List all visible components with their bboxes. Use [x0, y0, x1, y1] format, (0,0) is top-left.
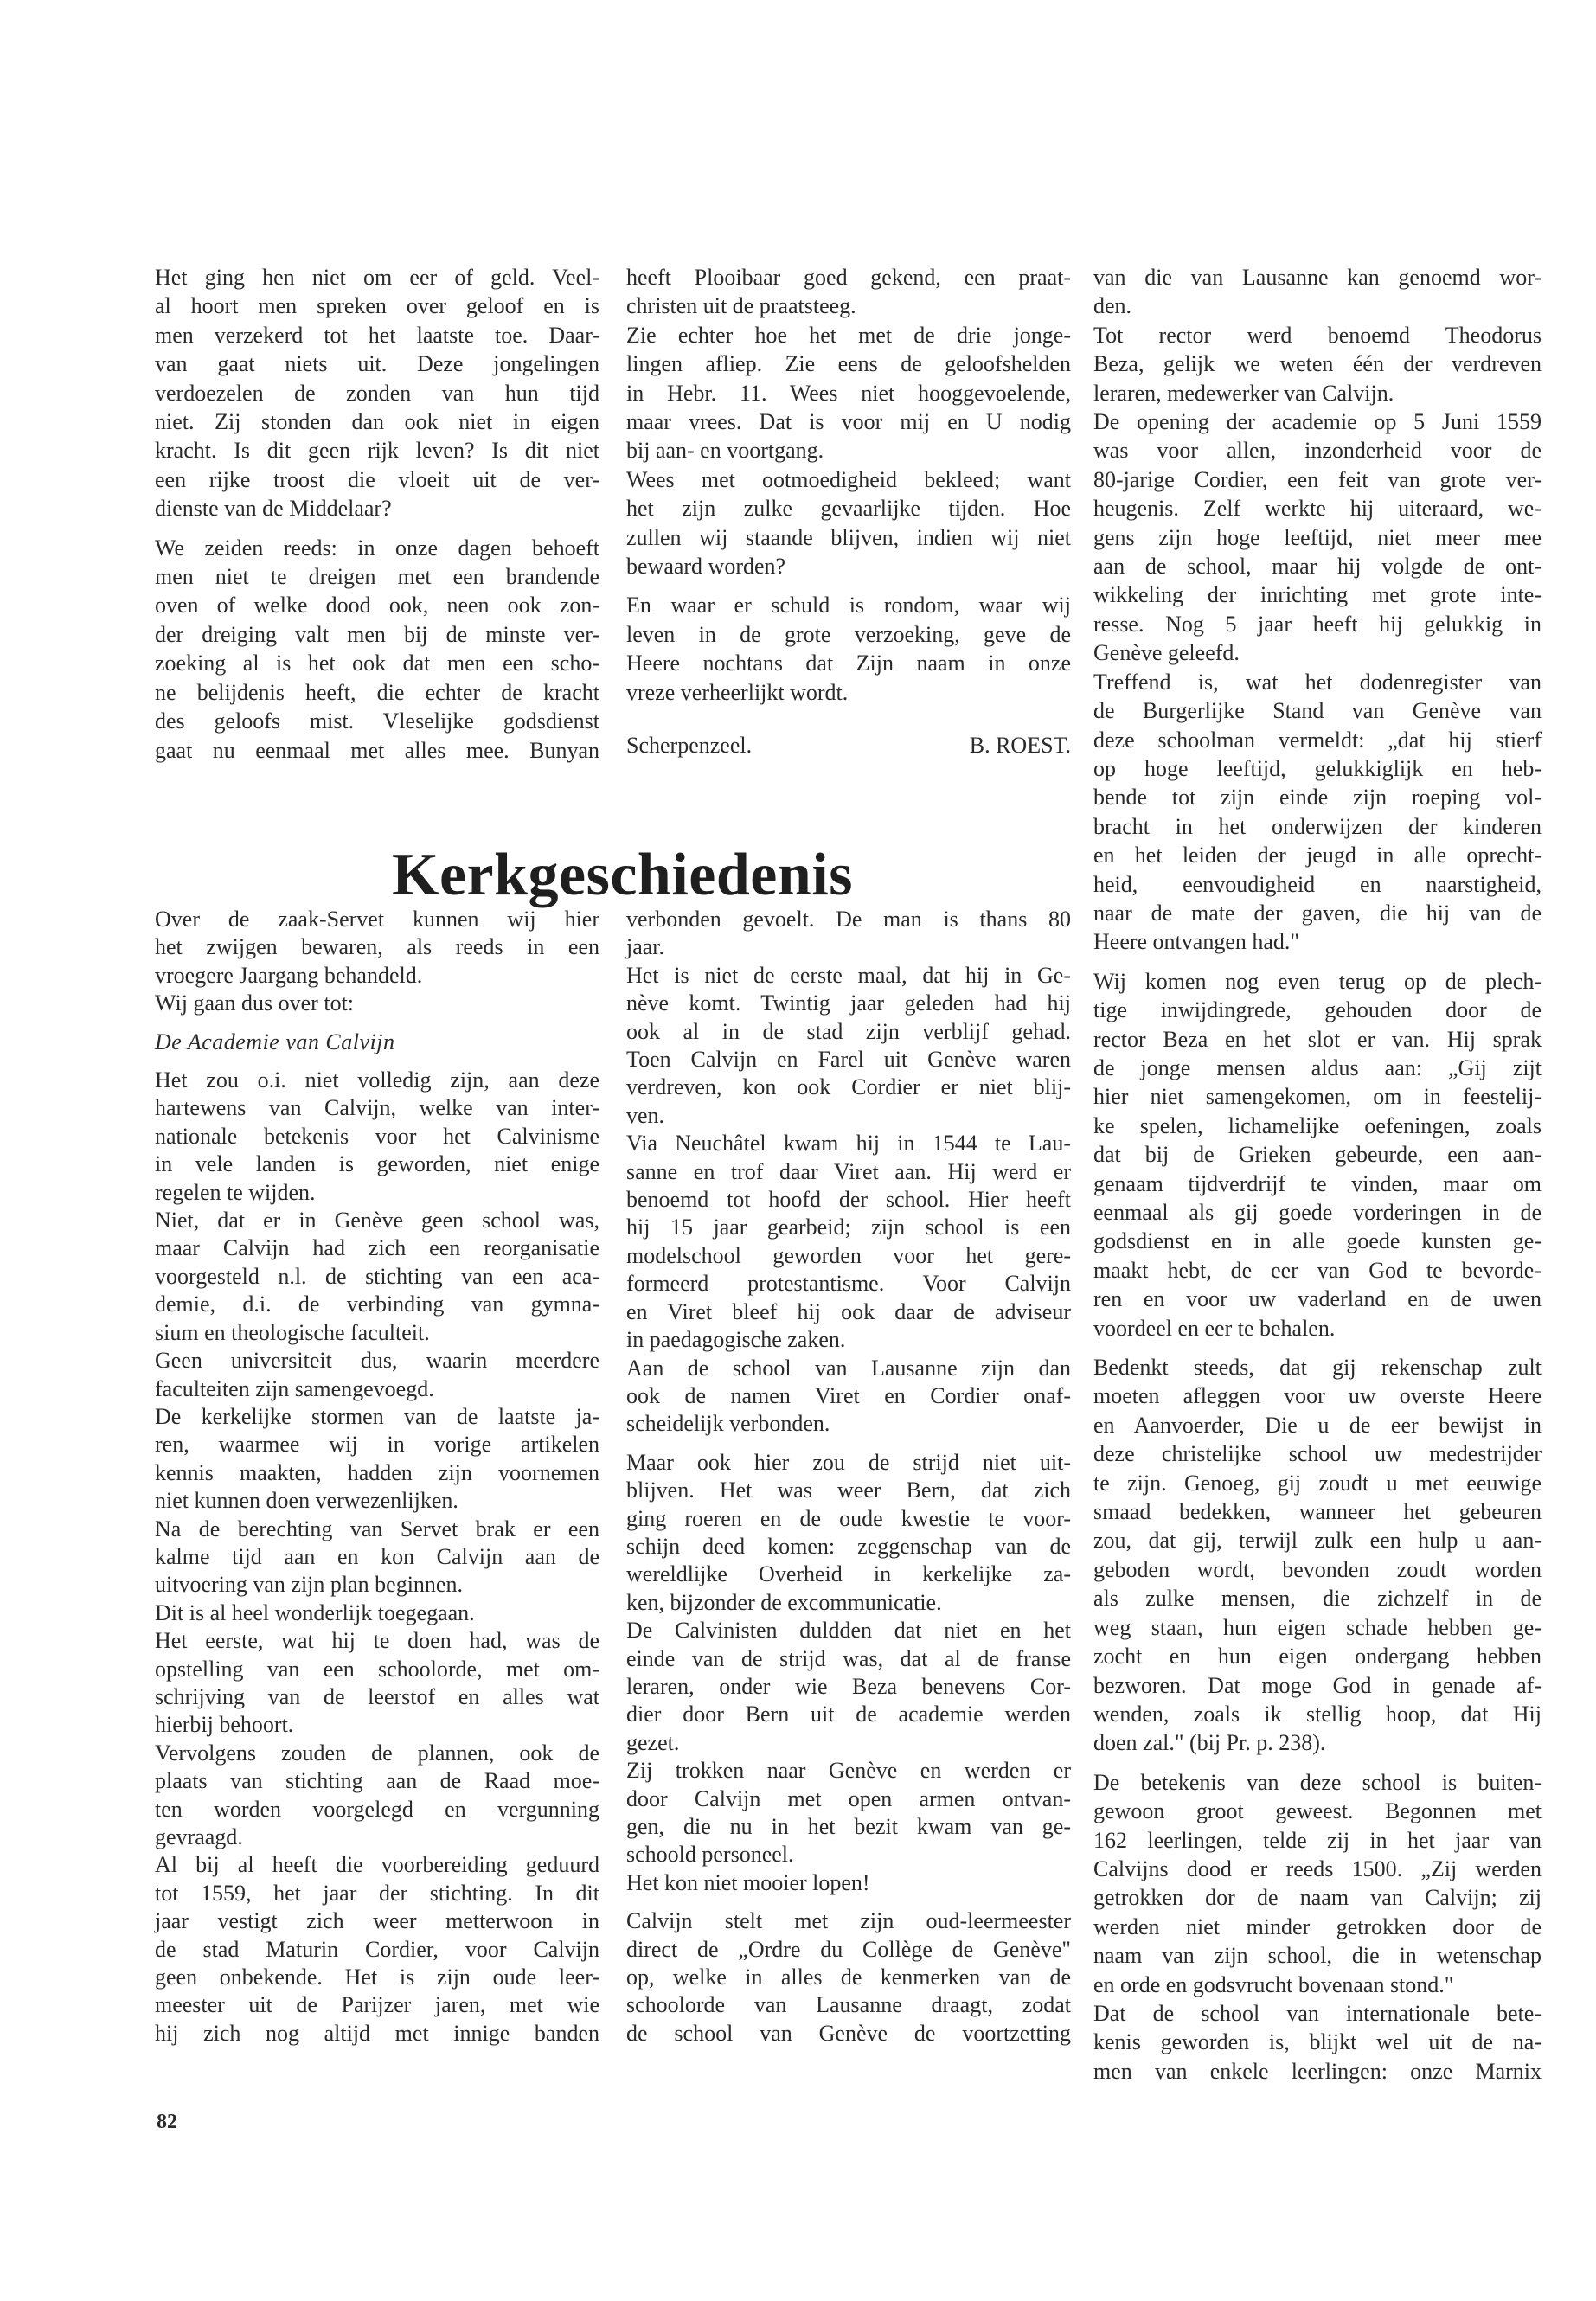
paragraph [1093, 321, 1542, 407]
text-line: heugenis. Zelf werkte hij uiteraard, we- [1093, 496, 1542, 522]
text-line: opstelling van een schoolorde, met om- [155, 1656, 599, 1682]
text-line: kracht. Is dit geen rijk leven? Is dit niet [155, 438, 599, 464]
text-line: tot 1559, het jaar der stichting. In dit [155, 1880, 599, 1906]
text-line: door Calvijn met open armen ontvan- [626, 1785, 1071, 1811]
text-line: sium en theologische faculteit. [155, 1319, 430, 1345]
text-line: de stad Maturin Cordier, voor Calvijn [155, 1936, 599, 1962]
text-line: maar vrees. Dat is voor mij en U nodig [626, 409, 1071, 435]
text-line: We zeiden reeds: in onze dagen behoeft [155, 535, 599, 561]
text-line: van gaat niets uit. Deze jongelingen [155, 351, 599, 377]
text-line: kennis maakten, hadden zijn voornemen [155, 1459, 599, 1485]
text-line: Zie echter hoe het met de drie jonge- [626, 322, 1071, 348]
paragraph [155, 1599, 599, 1627]
text-line: rector Beza en het slot er van. Hij sprak [1093, 1026, 1542, 1052]
text-line: christen uit de praatsteeg. [626, 293, 856, 319]
text-line: gen, die nu in het bezit kwam van ge- [626, 1814, 1071, 1839]
text-line: ging roeren en de oude kwestie te voor- [626, 1505, 1071, 1531]
paragraph [155, 1067, 599, 1207]
text-line: bende tot zijn einde zijn roeping vol- [1093, 785, 1542, 811]
paragraph [155, 1851, 599, 2048]
text-line: het zwijgen bewaren, als reeds in een [155, 934, 599, 960]
paragraph [626, 1449, 1071, 1617]
text-line: sanne en trof daar Viret aan. Hij werd er [626, 1158, 1071, 1184]
text-line: zou, dat gij, terwijl zulk een hulp u aan- [1093, 1528, 1542, 1554]
text-line: Dit is al heel wonderlijk toegegaan. [155, 1599, 475, 1625]
text-line: bracht in het onderwijzen der kinderen [1093, 813, 1542, 839]
text-line: naam van zijn school, die in wetenschap [1093, 1943, 1542, 1969]
text-line: de school van Genève de voortzetting [626, 2020, 1071, 2046]
text-line: schrijving van de leerstof en alles wat [155, 1683, 599, 1709]
column-2-bottom [626, 906, 1071, 2048]
text-line: geen onbekende. Het is zijn oude leer- [155, 1965, 599, 1990]
text-line: Beza, gelijk we weten één der verdreven [1093, 351, 1542, 377]
text-line: Niet, dat er in Genève geen school was, [155, 1208, 599, 1234]
text-line: kenis geworden is, blijkt wel uit de na- [1093, 2029, 1542, 2055]
text-line: ven. [626, 1102, 665, 1128]
text-line: kalme tijd aan en kon Calvijn aan de [155, 1543, 599, 1569]
paragraph [1093, 407, 1542, 668]
paragraph [1093, 668, 1542, 957]
column-2-top [626, 263, 1071, 760]
text-line: Bedenkt steeds, dat gij rekenschap zult [1093, 1355, 1542, 1381]
text-line: hier niet samengekomen, om in feestelij- [1093, 1084, 1542, 1110]
text-line: jaar. [626, 934, 665, 960]
text-line: dienste van de Middelaar? [155, 496, 392, 522]
signature-author: B. ROEST. [969, 733, 1071, 759]
paragraph [155, 1627, 599, 1740]
text-line: modelschool geworden voor het gere- [626, 1242, 1071, 1268]
text-line: en het leiden der jeugd in alle oprecht- [1093, 843, 1542, 868]
text-line: als zulke mensen, die zichzelf in de [1093, 1586, 1542, 1612]
text-line: zocht en hun eigen ondergang hebben [1093, 1644, 1542, 1670]
paragraph [626, 1617, 1071, 1757]
text-line: schoold personeel. [626, 1842, 794, 1868]
text-line: Toen Calvijn en Farel uit Genève waren [626, 1047, 1071, 1073]
text-line: weg staan, hun eigen schade hebben ge- [1093, 1614, 1542, 1640]
text-line: der dreiging valt men bij de minste ver- [155, 621, 599, 647]
paragraph [155, 1403, 599, 1516]
text-line: gaat nu eenmaal met alles mee. Bunyan [155, 737, 599, 763]
page-number: 82 [157, 2111, 177, 2133]
text-line: in paedagogische zaken. [626, 1327, 846, 1353]
text-line: Tot rector werd benoemd Theodorus [1093, 322, 1542, 348]
text-line: en Aanvoerder, Die u de eer bewijst in [1093, 1412, 1542, 1438]
text-line: ne belijdenis heeft, die echter de kracht [155, 679, 599, 705]
text-line: bewaard worden? [626, 554, 786, 580]
text-line: faculteiten zijn samengevoegd. [155, 1375, 434, 1401]
text-line: voorgesteld n.l. de stichting van een aca- [155, 1263, 599, 1289]
text-line: lingen afliep. Zie eens de geloofshelden [626, 351, 1071, 377]
text-line: hij 15 jaar gearbeid; zijn school is een [626, 1215, 1071, 1240]
text-line: in vele landen is geworden, niet enige [155, 1151, 599, 1177]
text-line: direct de „Ordre du Collège de Genève" [626, 1936, 1071, 1962]
text-line: ren en voor uw vaderland en de uwen [1093, 1286, 1542, 1312]
paragraph [626, 1869, 1071, 1897]
text-line: regelen te wijden. [155, 1179, 316, 1205]
text-line: Al bij al heeft die voorbereiding geduurd [155, 1852, 599, 1878]
text-line: hierbij behoort. [155, 1712, 294, 1738]
text-line: ten worden voorgelegd en vergunning [155, 1796, 599, 1822]
text-line: wenden, zoals ik stellig hoop, dat Hij [1093, 1701, 1542, 1727]
text-line: oven of welke dood ook, neen ook zon- [155, 593, 599, 619]
text-line: een rijke troost die vloeit uit de ver- [155, 466, 599, 492]
paragraph [155, 906, 599, 990]
paragraph [626, 263, 1071, 321]
text-line: Het is niet de eerste maal, dat hij in Ge- [626, 962, 1071, 988]
paragraph [626, 321, 1071, 465]
text-line: gevraagd. [155, 1824, 243, 1849]
text-line: al hoort men spreken over geloof en is [155, 293, 599, 319]
section-heading [155, 1029, 599, 1056]
text-line: Het zou o.i. niet volledig zijn, aan deze [155, 1067, 599, 1093]
text-line: deze christelijke school uw medestrijder [1093, 1441, 1542, 1467]
text-line: gens zijn hoge leeftijd, niet meer mee [1093, 524, 1542, 550]
text-line: op hoge leeftijd, gelukkiglijk en heb- [1093, 755, 1542, 781]
text-line: ook al in de stad zijn verblijf gehad. [626, 1018, 1071, 1044]
paragraph [626, 906, 1071, 962]
paragraph [626, 1355, 1071, 1439]
text-line: meester uit de Parijzer jaren, met wie [155, 1992, 599, 2018]
text-line: van die van Lausanne kan genoemd wor- [1093, 265, 1542, 290]
text-line: was voor allen, inzonderheid voor de [1093, 438, 1542, 464]
text-line: demie, d.i. de verbinding van gymna- [155, 1292, 599, 1317]
text-line: de Burgerlijke Stand van Genève van [1093, 698, 1542, 724]
text-line: resse. Nog 5 jaar heeft hij gelukkig in [1093, 611, 1542, 637]
text-line: Wees met ootmoedigheid bekleed; want [626, 466, 1071, 492]
paragraph [626, 1130, 1071, 1354]
text-line: maakt hebt, de eer van God te bevorde- [1093, 1257, 1542, 1283]
text-line: De opening der academie op 5 Juni 1559 [1093, 409, 1542, 435]
text-line: gewoon groot geweest. Begonnen met [1093, 1798, 1542, 1824]
text-line: doen zal." (bij Pr. p. 238). [1093, 1730, 1326, 1756]
text-line: Calvijn stelt met zijn oud-leermeester [626, 1908, 1071, 1934]
text-line: De betekenis van deze school is buiten- [1093, 1769, 1542, 1795]
text-line: 162 leerlingen, telde zij in het jaar van [1093, 1827, 1542, 1853]
text-line: ook de namen Viret en Cordier onaf- [626, 1382, 1071, 1408]
text-line: jaar vestigt zich weer metterwoon in [155, 1908, 599, 1934]
text-line: benoemd tot hoofd der school. Hier heeft [626, 1187, 1071, 1213]
text-line: Vervolgens zouden de plannen, ook de [155, 1740, 599, 1766]
text-line: het zijn zulke gevaarlijke tijden. Hoe [626, 496, 1071, 522]
text-line: eenmaal als gij goede vorderingen in de [1093, 1200, 1542, 1225]
article-title: Kerkgeschiedenis [392, 841, 853, 908]
text-line: verdreven, kon ook Cordier er niet blij- [626, 1074, 1071, 1100]
paragraph [1093, 263, 1542, 321]
text-line: ken, bijzonder de excommunicatie. [626, 1589, 942, 1615]
text-line: verdoezelen de zonden van hun tijd [155, 380, 599, 406]
paragraph [1093, 1768, 1542, 1999]
text-line: Aan de school van Lausanne zijn dan [626, 1355, 1071, 1381]
text-line: Zij trokken naar Genève en werden er [626, 1758, 1071, 1784]
paragraph [1093, 1999, 1542, 2086]
text-line: niet kunnen doen verwezenlijken. [155, 1488, 458, 1514]
text-line: schijn deed komen: zeggenschap van de [626, 1533, 1071, 1559]
text-line: moeten afleggen voor uw overste Heere [1093, 1383, 1542, 1409]
paragraph [155, 1347, 599, 1403]
text-line: vreze verheerlijkt wordt. [626, 679, 849, 705]
text-line: Heere nochtans dat Zijn naam in onze [626, 651, 1071, 676]
text-line: ren, waarmee wij in vorige artikelen [155, 1432, 599, 1458]
signature-place: Scherpenzeel. [626, 733, 753, 759]
text-line: plaats van stichting aan de Raad moe- [155, 1768, 599, 1794]
paragraph [155, 534, 599, 765]
column-3 [1093, 263, 1542, 2086]
text-line: en Viret bleef hij ook daar de adviseur [626, 1298, 1071, 1324]
paragraph [1093, 967, 1542, 1343]
text-line: uitvoering van zijn plan beginnen. [155, 1572, 463, 1598]
text-line: Dat de school van internationale bete- [1093, 2000, 1542, 2026]
text-line: de jonge mensen aldus aan: „Gij zijt [1093, 1054, 1542, 1080]
text-line: leraren, medewerker van Calvijn. [1093, 380, 1394, 406]
paragraph [626, 1757, 1071, 1869]
text-line: godsdienst en in alle goede kunsten ge- [1093, 1228, 1542, 1254]
paragraph [626, 962, 1071, 1130]
text-line: maar Calvijn had zich een reorganisatie [155, 1235, 599, 1261]
signature [626, 731, 1071, 760]
text-line: De Academie van Calvijn [155, 1029, 395, 1054]
text-line: heeft Plooibaar goed gekend, een praat- [626, 265, 1071, 290]
text-line: leven in de grote verzoeking, geve de [626, 621, 1071, 647]
text-line: genaam tijdverdrijf te vinden, maar om [1093, 1170, 1542, 1196]
text-line: De Calvinisten duldden dat niet en het [626, 1618, 1071, 1644]
text-line: Genève geleefd. [1093, 640, 1240, 666]
text-line: des geloofs mist. Vleselijke godsdienst [155, 708, 599, 734]
text-line: ke spelen, lichamelijke oefeningen, zoals [1093, 1112, 1542, 1138]
text-line: hij zich nog altijd met innige banden [155, 2020, 599, 2046]
text-line: 80-jarige Cordier, een feit van grote ver- [1093, 466, 1542, 492]
text-line: Treffend is, wat het dodenregister van [1093, 669, 1542, 695]
text-line: Geen universiteit dus, waarin meerdere [155, 1348, 599, 1374]
paragraph [155, 1740, 599, 1852]
text-line: voordeel en eer te behalen. [1093, 1315, 1336, 1341]
text-line: men verzekerd tot het laatste toe. Daar- [155, 322, 599, 348]
text-line: Calvijns dood er reeds 1500. „Zij werden [1093, 1856, 1542, 1881]
paragraph [155, 1516, 599, 1599]
text-line: en orde en godsvrucht bovenaan stond." [1093, 1971, 1454, 1997]
text-line: wikkeling der inrichting met grote inte- [1093, 582, 1542, 608]
text-line: te zijn. Genoeg, gij zoudt u met eeuwige [1093, 1470, 1542, 1496]
text-line: bij aan- en voortgang. [626, 438, 824, 464]
text-line: naar de mate der gaven, die hij van de [1093, 900, 1542, 926]
text-line: Maar ook hier zou de strijd niet uit- [626, 1449, 1071, 1475]
paragraph [1093, 1353, 1542, 1758]
text-line: Over de zaak-Servet kunnen wij hier [155, 907, 599, 932]
text-line: Wij gaan dus over tot: [155, 990, 355, 1016]
text-line: den. [1093, 293, 1132, 319]
text-line: zoeking al is het ook dat men een scho- [155, 651, 599, 676]
text-line: dier door Bern uit de academie werden [626, 1702, 1071, 1727]
text-line: nationale betekenis voor het Calvinisme [155, 1123, 599, 1149]
paragraph [155, 990, 599, 1017]
text-line: leraren, onder wie Beza benevens Cor- [626, 1673, 1071, 1699]
text-line: einde van de strijd was, dat al de franse [626, 1645, 1071, 1671]
text-line: aan de school, maar hij volgde de ont- [1093, 554, 1542, 580]
text-line: hartewens van Calvijn, welke van inter- [155, 1095, 599, 1121]
text-line: gezet. [626, 1729, 680, 1755]
text-line: Het kon niet mooier lopen! [626, 1869, 870, 1895]
text-line: De kerkelijke stormen van de laatste ja- [155, 1403, 599, 1429]
text-line: men niet te dreigen met een brandende [155, 564, 599, 590]
text-line: wereldlijke Overheid in kerkelijke za- [626, 1561, 1071, 1587]
paragraph [155, 263, 599, 523]
text-line: in Hebr. 11. Wees niet hooggevoelende, [626, 380, 1071, 406]
text-line: bezworen. Dat moge God in genade af- [1093, 1672, 1542, 1698]
text-line: formeerd protestantisme. Voor Calvijn [626, 1271, 1071, 1297]
text-line: Wij komen nog even terug op de plech- [1093, 968, 1542, 994]
paragraph [626, 591, 1071, 707]
text-line: Het ging hen niet om eer of geld. Veel- [155, 265, 599, 290]
text-line: smaad bedekken, wanneer het gebeuren [1093, 1499, 1542, 1525]
text-line: deze schoolman vermeldt: „dat hij stierf [1093, 727, 1542, 753]
text-line: scheidelijk verbonden. [626, 1411, 830, 1437]
paragraph [626, 465, 1071, 581]
text-line: op, welke in alles de kenmerken van de [626, 1965, 1071, 1990]
text-line: nève komt. Twintig jaar geleden had hij [626, 990, 1071, 1016]
text-line: Via Neuchâtel kwam hij in 1544 te Lau- [626, 1131, 1071, 1157]
text-line: En waar er schuld is rondom, waar wij [626, 593, 1071, 619]
text-line: Het eerste, wat hij te doen had, was de [155, 1628, 599, 1654]
text-line: geboden wordt, bevonden zoudt worden [1093, 1556, 1542, 1582]
text-line: Heere ontvangen had." [1093, 929, 1300, 955]
text-line: Na de berechting van Servet brak er een [155, 1516, 599, 1541]
text-line: blijven. Het was weer Bern, dat zich [626, 1477, 1071, 1503]
text-line: tige inwijdingrede, gehouden door de [1093, 997, 1542, 1023]
paragraph [155, 1207, 599, 1347]
text-line: vroegere Jaargang behandeld. [155, 962, 423, 988]
text-line: schoolorde van Lausanne draagt, zodat [626, 1992, 1071, 2018]
text-line: dat bij de Grieken gebeurde, een aan- [1093, 1142, 1542, 1168]
column-1-bottom [155, 906, 599, 2048]
text-line: heid, eenvoudigheid en naarstigheid, [1093, 871, 1542, 897]
text-line: getrokken dor de naam van Calvijn; zij [1093, 1885, 1542, 1911]
text-line: niet. Zij stonden dan ook niet in eigen [155, 409, 599, 435]
text-line: zullen wij staande blijven, indien wij niet [626, 524, 1071, 550]
column-1-top [155, 263, 599, 765]
text-line: men van enkele leerlingen: onze Marnix [1093, 2058, 1542, 2084]
paragraph [626, 1907, 1071, 2048]
text-line: verbonden gevoelt. De man is thans 80 [626, 907, 1071, 932]
text-line: werden niet minder getrokken door de [1093, 1913, 1542, 1939]
